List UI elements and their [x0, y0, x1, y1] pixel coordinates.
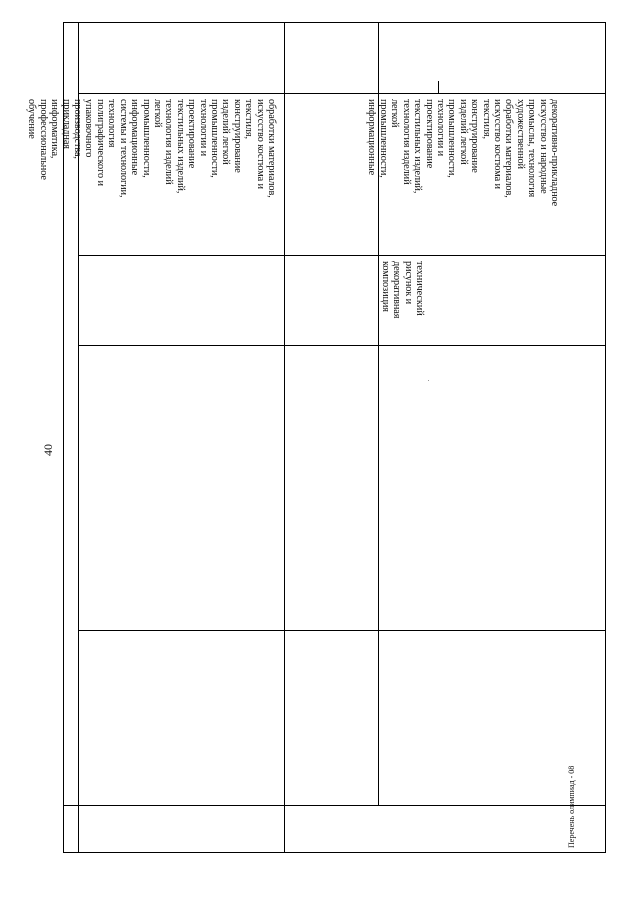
scan-speck: [428, 380, 429, 381]
table-row-divider: [78, 93, 606, 94]
page-footer: Перечень олимпиад - 08: [567, 765, 576, 848]
row2-subject-text: технический рисунок и декоративная композиция: [379, 261, 425, 319]
page-number: 40: [41, 444, 55, 456]
table-row-divider: [78, 630, 606, 631]
table-row-divider: [78, 345, 606, 346]
table-column-divider: [284, 23, 285, 852]
table-row-divider: [64, 805, 606, 806]
row2-fields-text: декоративно-прикладное искусство и народные промыслы, технология художественной обработки материалов, искусство костюма и текстиля, конструирование изделий легкой промышленности, технологии и проектирование текстильных изделий, технология изделий легкой промышленности, информационные: [366, 99, 560, 207]
row2-level-mark: [438, 81, 439, 93]
table-row-divider: [78, 255, 606, 256]
row1-fields-text: обработки материалов, искусство костюма и текстиля, конструирование изделий легкой промышленности, технологии и проектирование текстильных изделий, технология изделий легкой промышленности, информационные системы и технологии, технология полиграфического и упаковочного производства, прикладная информатика, профессиональное обучение: [26, 99, 277, 198]
